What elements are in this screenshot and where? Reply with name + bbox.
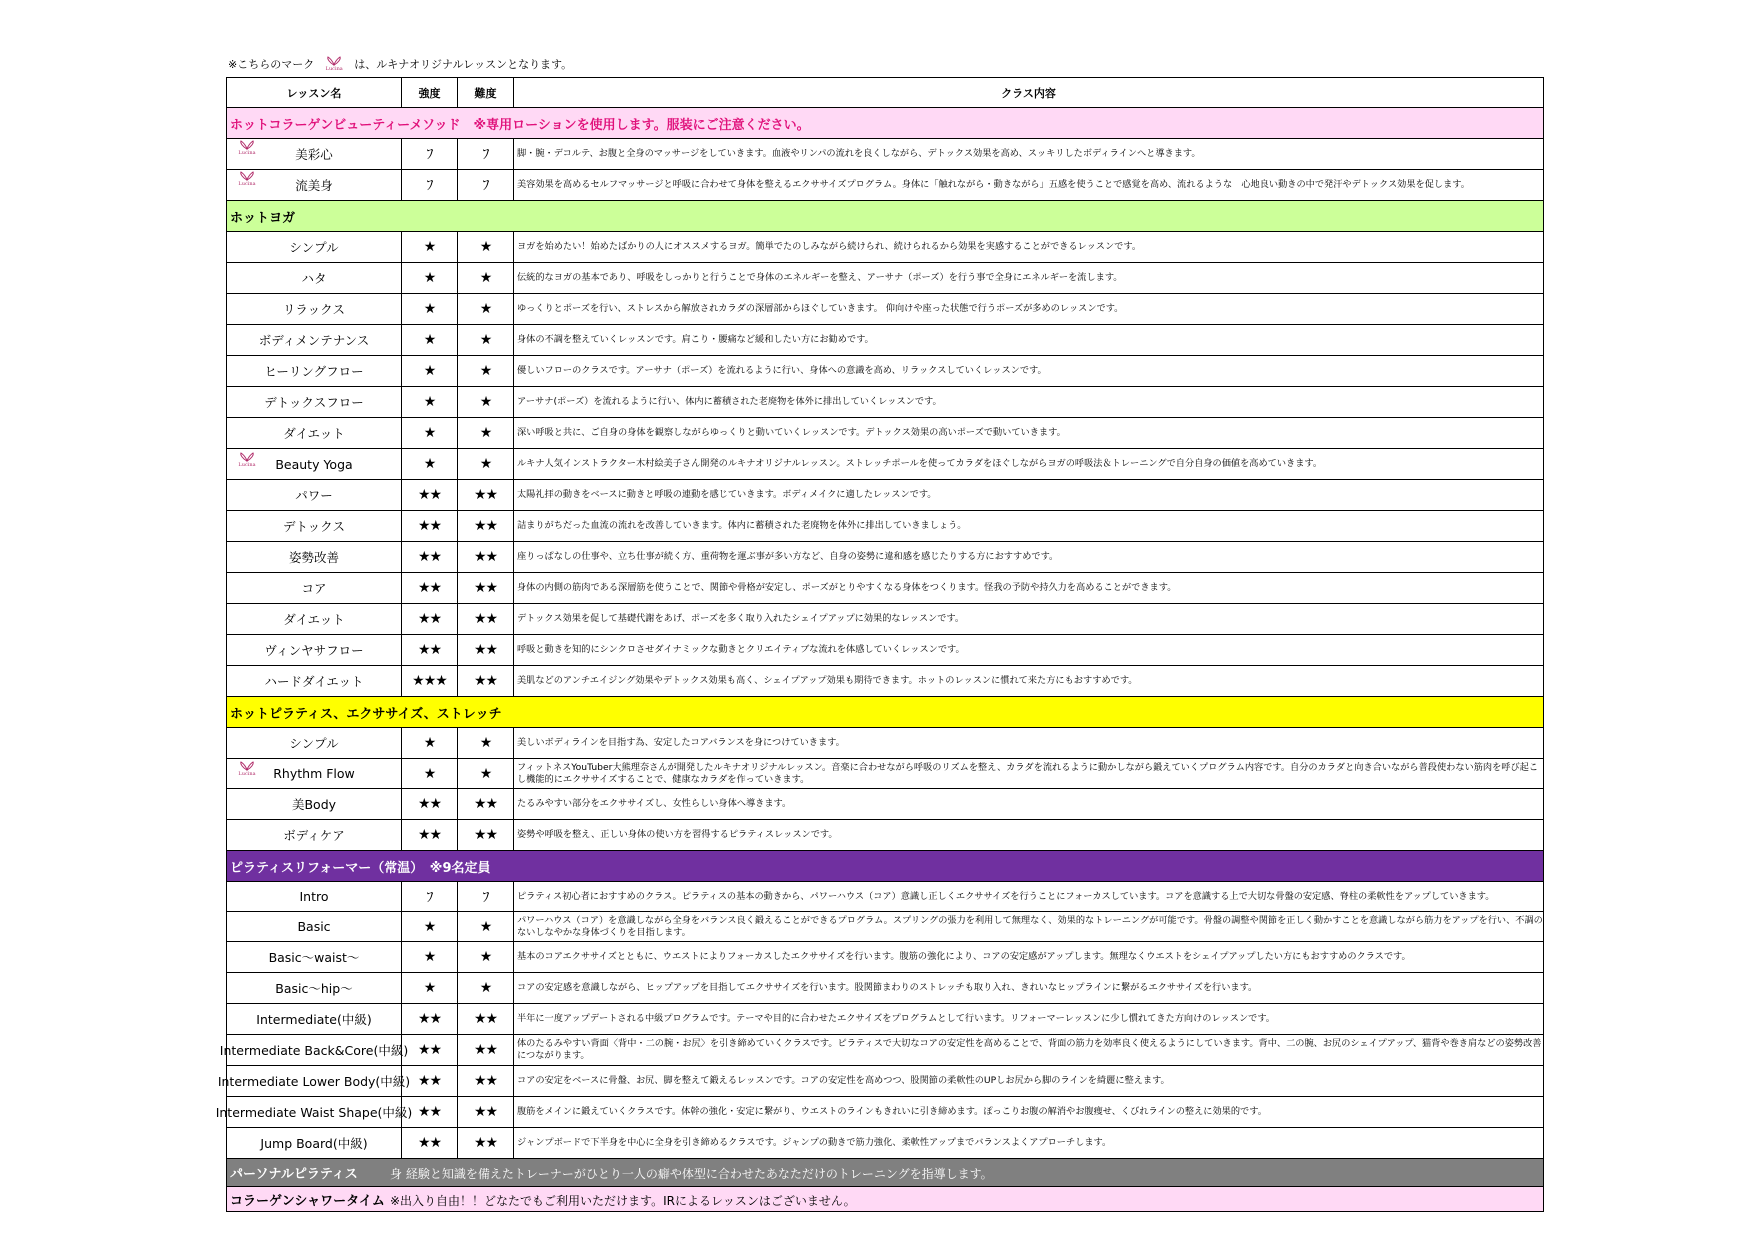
class-description: ピラティス初心者におすすめのクラス。ピラティスの基本の動きから、パワーハウス（コア）意識し正しくエクササイズを行うことにフォーカスしています。コアを意識する上で大切な骨盤の安定感、脊柱の柔軟性をアップしていきます。 <box>514 882 1544 912</box>
difficulty-rating: ★★ <box>458 789 514 820</box>
intensity-rating: ★★ <box>402 635 458 666</box>
lesson-name: シンプル <box>289 736 339 751</box>
lesson-name-cell <box>227 511 402 542</box>
lesson-name-cell <box>227 759 402 789</box>
difficulty-rating: ★★ <box>458 1035 514 1066</box>
class-description: コアの安定をベースに骨盤、お尻、脚を整えて鍛えるレッスンです。コアの安定性を高めつつ、股関節の柔軟性のUPしお尻から脚のラインを綺麗に整えます。 <box>514 1066 1544 1097</box>
section-title: ホットピラティス、エクササイズ、ストレッチ <box>227 697 1544 728</box>
intensity-rating: ★ <box>402 418 458 449</box>
lesson-name: Beauty Yoga <box>275 456 353 472</box>
lesson-row <box>227 294 1544 325</box>
difficulty-rating: ★ <box>458 387 514 418</box>
intensity-rating: ★★ <box>402 604 458 635</box>
class-description: 美しいボディラインを目指す為、安定したコアバランスを身につけていきます。 <box>514 728 1544 759</box>
difficulty-rating: ★★ <box>458 666 514 697</box>
lesson-name: Intro <box>299 889 329 904</box>
lesson-name-cell <box>227 882 402 912</box>
difficulty-rating: ★★ <box>458 480 514 511</box>
intensity-rating: ★★ <box>402 1097 458 1128</box>
banner-title: パーソナルピラティス <box>230 1167 358 1182</box>
lesson-row <box>227 1066 1544 1097</box>
lesson-name-cell <box>219 1035 409 1066</box>
banner-text: 身 経験と知識を備えたトレーナーがひとり一人の癖や体型に合わせたあなただけのトレーニングを指導します。 <box>390 1167 993 1181</box>
lesson-row <box>227 263 1544 294</box>
lesson-name: ハードダイエット <box>264 674 364 689</box>
intensity-rating: ★ <box>402 759 458 789</box>
lesson-name-cell <box>227 912 402 942</box>
lesson-name-cell <box>227 604 402 635</box>
difficulty-rating: ★ <box>458 942 514 973</box>
lesson-name: Basic～hip～ <box>275 981 353 996</box>
class-description: 基本のコアエクササイズとともに、ウエストによりフォーカスしたエクササイズを行います。腹筋の強化により、コアの安定感がアップします。無理なくウエストをシェイプアップしたい方にもおすすめのクラスです。 <box>514 942 1544 973</box>
lesson-name: ボディメンテナンス <box>258 333 370 348</box>
difficulty-rating: ★ <box>458 449 514 480</box>
section-row <box>227 201 1544 232</box>
intensity-rating: ★★ <box>402 480 458 511</box>
lesson-row <box>227 511 1544 542</box>
class-description: パワーハウス（コア）を意識しながら全身をバランス良く鍛えることができるプログラム。スプリングの張力を利用して無理なく、効果的なトレーニングが可能です。骨盤の調整や関節を正しく動かすことを意識しながら筋力をアップを行い、不調のないしなやかな身体づくりを目指します。 <box>514 912 1544 942</box>
lesson-name-cell <box>227 449 402 480</box>
intensity-rating: ★★ <box>402 1066 458 1097</box>
difficulty-rating: ★★ <box>458 573 514 604</box>
table-body <box>215 108 1544 1212</box>
section-title: ホットヨガ <box>227 201 1544 232</box>
difficulty-rating: ★★ <box>458 542 514 573</box>
difficulty-rating: ★ <box>458 973 514 1004</box>
lucina-logo-icon: Lucina <box>233 140 261 156</box>
lesson-name: シンプル <box>289 240 339 255</box>
class-description: 体のたるみやすい背面〈背中・二の腕・お尻〉を引き締めていくクラスです。ピラティスで大切なコアの安定性を高めることで、背面の筋力を効率良く使えるようにしていきます。背中、二の腕、お尻のシェイプアップ、猫背や巻き肩などの姿勢改善につながります。 <box>514 1035 1544 1066</box>
lucina-logo-icon: Lucina <box>233 171 261 187</box>
intensity-rating: ★ <box>402 325 458 356</box>
intensity-rating: ★★ <box>402 511 458 542</box>
lesson-name-cell <box>227 573 402 604</box>
lesson-name-cell <box>227 973 402 1004</box>
difficulty-rating: ﾌ <box>458 170 514 201</box>
difficulty-rating: ﾌ <box>458 139 514 170</box>
section-row <box>227 851 1544 882</box>
intensity-rating: ★★ <box>402 789 458 820</box>
class-description: 腹筋をメインに鍛えていくクラスです。体幹の強化・安定に繋がり、ウエストのラインもきれいに引き締めます。ぽっこりお腹の解消やお腹痩せ、くびれラインの整えに効果的です。 <box>514 1097 1544 1128</box>
difficulty-rating: ★ <box>458 263 514 294</box>
lesson-row <box>227 635 1544 666</box>
lesson-row <box>227 882 1544 912</box>
lesson-name: Intermediate Waist Shape(中級) <box>215 1105 413 1120</box>
intensity-rating: ﾌ <box>402 170 458 201</box>
lesson-row <box>227 942 1544 973</box>
lesson-row <box>227 1097 1544 1128</box>
intensity-rating: ★★★ <box>402 666 458 697</box>
table-header <box>227 78 1544 108</box>
lesson-name: Intermediate Lower Body(中級) <box>217 1074 411 1089</box>
intensity-rating: ★ <box>402 449 458 480</box>
intensity-rating: ★★ <box>402 1035 458 1066</box>
difficulty-rating: ★ <box>458 728 514 759</box>
lesson-name: デトックスフロー <box>264 395 364 410</box>
lesson-name-cell <box>227 387 402 418</box>
lesson-row <box>227 1004 1544 1035</box>
banner-row <box>227 1159 1544 1187</box>
class-description: ルキナ人気インストラクター木村絵美子さん開発のルキナオリジナルレッスン。ストレッチポールを使ってカラダをほぐしながらヨガの呼吸法＆トレーニングで自分自身の価値を高めていきます。 <box>514 449 1544 480</box>
intensity-rating: ★ <box>402 728 458 759</box>
lesson-name-cell <box>227 294 402 325</box>
header-difficulty: 難度 <box>458 78 514 108</box>
difficulty-rating: ★★ <box>458 820 514 851</box>
lesson-name: ボディケア <box>283 828 345 843</box>
lesson-name: 姿勢改善 <box>288 550 339 565</box>
lesson-row <box>227 759 1544 789</box>
class-description: フィットネスYouTuber大熊理奈さんが開発したルキナオリジナルレッスン。音楽に合わせながら呼吸のリズムを整え、カラダを流れるように動かしながら鍛えていくプログラム内容です。自分のカラダと向き合いながら普段使わない筋肉を呼び起こし機能的にエクササイズすることで、健康なカラダを作っていきます。 <box>514 759 1544 789</box>
class-description: 太陽礼拝の動きをベースに動きと呼吸の連動を感じていきます。ボディメイクに適したレッスンです。 <box>514 480 1544 511</box>
header-intensity: 強度 <box>402 78 458 108</box>
class-description: 姿勢や呼吸を整え、正しい身体の使い方を習得するピラティスレッスンです。 <box>514 820 1544 851</box>
class-description: デトックス効果を促して基礎代謝をあげ、ポーズを多く取り入れたシェイプアップに効果的なレッスンです。 <box>514 604 1544 635</box>
intensity-rating: ★★ <box>402 573 458 604</box>
banner-cell <box>227 1159 1544 1187</box>
difficulty-rating: ★ <box>458 356 514 387</box>
lesson-name-cell <box>227 170 402 201</box>
section-title: ピラティスリフォーマー（常温） ※9名定員 <box>227 851 1544 882</box>
lesson-name-cell <box>227 635 402 666</box>
lesson-name: 美Body <box>291 797 337 812</box>
lucina-logo-icon: Lucina <box>233 761 261 777</box>
lesson-name-cell <box>217 1066 411 1097</box>
legend-note-before: ※こちらのマーク <box>228 58 315 71</box>
lesson-name-cell <box>227 728 402 759</box>
difficulty-rating: ★ <box>458 759 514 789</box>
class-description: 脚・腕・デコルテ、お腹と全身のマッサージをしていきます。血液やリンパの流れを良くしながら、デトックス効果を高め、スッキリしたボディラインへと導きます。 <box>514 139 1544 170</box>
lesson-name: ハタ <box>301 271 327 286</box>
lucina-logo-icon: Lucina <box>233 452 261 468</box>
difficulty-rating: ★★ <box>458 1066 514 1097</box>
difficulty-rating: ★ <box>458 912 514 942</box>
header-lesson-name: レッスン名 <box>227 78 402 108</box>
banner-row <box>227 1187 1544 1212</box>
intensity-rating: ★★ <box>402 542 458 573</box>
class-description: アーサナ(ポーズ）を流れるように行い、体内に蓄積された老廃物を体外に排出していくレッスンです。 <box>514 387 1544 418</box>
lesson-row <box>227 1128 1544 1159</box>
lesson-name-cell <box>215 1097 413 1128</box>
difficulty-rating: ★★ <box>458 635 514 666</box>
class-description: ヨガを始めたい！始めたばかりの人にオススメするヨガ。簡単でたのしみながら続けられ、続けられるから効果を実感することができるレッスンです。 <box>514 232 1544 263</box>
lesson-name: 美彩心 <box>295 147 333 162</box>
lesson-row <box>227 387 1544 418</box>
class-description: 詰まりがちだった血流の流れを改善していきます。体内に蓄積された老廃物を体外に排出していきましょう。 <box>514 511 1544 542</box>
lesson-name-cell <box>227 356 402 387</box>
lesson-row <box>227 728 1544 759</box>
lesson-name-cell <box>227 666 402 697</box>
lesson-row <box>227 820 1544 851</box>
lesson-name: Basic～waist～ <box>268 950 360 965</box>
lesson-name-cell <box>227 232 402 263</box>
class-description: 伝統的なヨガの基本であり、呼吸をしっかりと行うことで身体のエネルギーを整え、アーサナ（ポーズ）を行う事で全身にエネルギーを流します。 <box>514 263 1544 294</box>
difficulty-rating: ★ <box>458 325 514 356</box>
class-description: 美容効果を高めるセルフマッサージと呼吸に合わせて身体を整えるエクササイズプログラム。身体に「触れながら・動きながら」五感を使うことで感覚を高め、流れるような 心地良い動きの中で発汗やデトックス効果を促します。 <box>514 170 1544 201</box>
lesson-table <box>215 77 1544 1212</box>
intensity-rating: ★★ <box>402 1004 458 1035</box>
lesson-name-cell <box>227 542 402 573</box>
class-description: 身体の不調を整えていくレッスンです。肩こり・腰痛など緩和したい方にお勧めです。 <box>514 325 1544 356</box>
lesson-row <box>227 170 1544 201</box>
lesson-name-cell <box>227 139 402 170</box>
lesson-name-cell <box>227 789 402 820</box>
lesson-name: Rhythm Flow <box>273 766 355 781</box>
lesson-name-cell <box>227 942 402 973</box>
banner-text: ※出入り自由！！どなたでもご利用いただけます。IRによるレッスンはございません。 <box>390 1193 856 1208</box>
intensity-rating: ★★ <box>402 1128 458 1159</box>
intensity-rating: ﾌ <box>402 139 458 170</box>
lesson-name: Intermediate(中級) <box>256 1012 372 1027</box>
intensity-rating: ★ <box>402 232 458 263</box>
lesson-name-cell <box>227 480 402 511</box>
lesson-name-cell <box>227 418 402 449</box>
intensity-rating: ★ <box>402 294 458 325</box>
banner-cell <box>227 1187 1544 1212</box>
lesson-row <box>227 973 1544 1004</box>
intensity-rating: ★★ <box>402 820 458 851</box>
lesson-name: リラックス <box>282 302 346 317</box>
intensity-rating: ★ <box>402 263 458 294</box>
lesson-name-cell <box>227 325 402 356</box>
class-description: ジャンプボードで下半身を中心に全身を引き締めるクラスです。ジャンプの動きで筋力強化、柔軟性アップまでバランスよくアプローチします。 <box>514 1128 1544 1159</box>
difficulty-rating: ﾌ <box>458 882 514 912</box>
lesson-name: Basic <box>297 919 331 934</box>
lesson-row <box>227 573 1544 604</box>
intensity-rating: ﾌ <box>402 882 458 912</box>
intensity-rating: ★ <box>402 942 458 973</box>
intensity-rating: ★ <box>402 387 458 418</box>
lesson-name: ヒーリングフロー <box>264 364 364 379</box>
lesson-row <box>227 912 1544 942</box>
difficulty-rating: ★★ <box>458 1097 514 1128</box>
lesson-name: デトックス <box>282 519 345 534</box>
intensity-rating: ★ <box>402 356 458 387</box>
lesson-name: ヴィンヤサフロー <box>264 643 364 658</box>
class-description: 優しいフローのクラスです。アーサナ（ポーズ）を流れるように行い、身体への意識を高め、リラックスしていくレッスンです。 <box>514 356 1544 387</box>
banner-title: コラーゲンシャワータイム <box>230 1193 385 1209</box>
legend-note-after: は、ルキナオリジナルレッスンとなります。 <box>354 58 573 71</box>
lesson-row <box>227 604 1544 635</box>
intensity-rating: ★ <box>402 912 458 942</box>
lesson-name: Intermediate Back&Core(中級) <box>219 1043 409 1058</box>
lesson-name: ダイエット <box>283 612 345 627</box>
lesson-row <box>227 356 1544 387</box>
difficulty-rating: ★★ <box>458 1128 514 1159</box>
class-description: 深い呼吸と共に、ご自身の身体を観察しながらゆっくりと動いていくレッスンです。デトックス効果の高いポーズで動いていきます。 <box>514 418 1544 449</box>
lesson-row <box>227 232 1544 263</box>
lesson-name-cell <box>227 1128 402 1159</box>
class-description: コアの安定感を意識しながら、ヒップアップを目指してエクササイズを行います。股関節まわりのストレッチも取り入れ、きれいなヒップラインに繋がるエクササイズを行います。 <box>514 973 1544 1004</box>
lesson-name: ダイエット <box>283 426 345 441</box>
difficulty-rating: ★★ <box>458 1004 514 1035</box>
section-row <box>227 697 1544 728</box>
class-description: 呼吸と動きを知的にシンクロさせダイナミックな動きとクリエイティブな流れを体感していくレッスンです。 <box>514 635 1544 666</box>
lesson-row <box>227 449 1544 480</box>
lesson-name-cell <box>227 1004 402 1035</box>
legend-note <box>228 56 572 72</box>
lesson-name: コア <box>301 581 327 596</box>
lesson-row <box>227 325 1544 356</box>
lesson-row <box>227 139 1544 170</box>
lesson-row <box>227 666 1544 697</box>
class-description: ゆっくりとポーズを行い、ストレスから解放されカラダの深層部からほぐしていきます。 仰向けや座った状態で行うポーズが多めのレッスンです。 <box>514 294 1544 325</box>
lesson-name-cell <box>227 820 402 851</box>
difficulty-rating: ★★ <box>458 511 514 542</box>
difficulty-rating: ★★ <box>458 604 514 635</box>
difficulty-rating: ★ <box>458 418 514 449</box>
intensity-rating: ★ <box>402 973 458 1004</box>
class-description: 半年に一度アップデートされる中級プログラムです。テーマや目的に合わせたエクサイズをプログラムとして行います。リフォーマーレッスンに少し慣れてきた方向けのレッスンです。 <box>514 1004 1544 1035</box>
lesson-name: パワー <box>295 488 333 503</box>
lesson-name: Jump Board(中級) <box>260 1136 368 1151</box>
lesson-name-cell <box>227 263 402 294</box>
lucina-logo-icon: Lucina <box>320 56 348 72</box>
lesson-row <box>227 542 1544 573</box>
difficulty-rating: ★ <box>458 294 514 325</box>
lesson-name: 流美身 <box>295 178 333 193</box>
class-description: 身体の内側の筋肉である深層筋を使うことで、関節や骨格が安定し、ポーズがとりやすくなる身体をつくります。怪我の予防や持久力を高めることができます。 <box>514 573 1544 604</box>
difficulty-rating: ★ <box>458 232 514 263</box>
class-description: 座りっぱなしの仕事や、立ち仕事が続く方、重荷物を運ぶ事が多い方など、自身の姿勢に違和感を感じたりする方におすすめです。 <box>514 542 1544 573</box>
lesson-row <box>227 418 1544 449</box>
lesson-row <box>227 789 1544 820</box>
header-class-content: クラス内容 <box>514 78 1544 108</box>
class-description: 美肌などのアンチエイジング効果やデトックス効果も高く、シェイプアップ効果も期待できます。ホットのレッスンに慣れて来た方にもおすすめです。 <box>514 666 1544 697</box>
lesson-row <box>227 480 1544 511</box>
section-title: ホットコラーゲンビューティーメソッド ※専用ローションを使用します。服装にご注意ください。 <box>227 108 1544 139</box>
lesson-row <box>227 1035 1544 1066</box>
class-description: たるみやすい部分をエクササイズし、女性らしい身体へ導きます。 <box>514 789 1544 820</box>
section-row <box>227 108 1544 139</box>
